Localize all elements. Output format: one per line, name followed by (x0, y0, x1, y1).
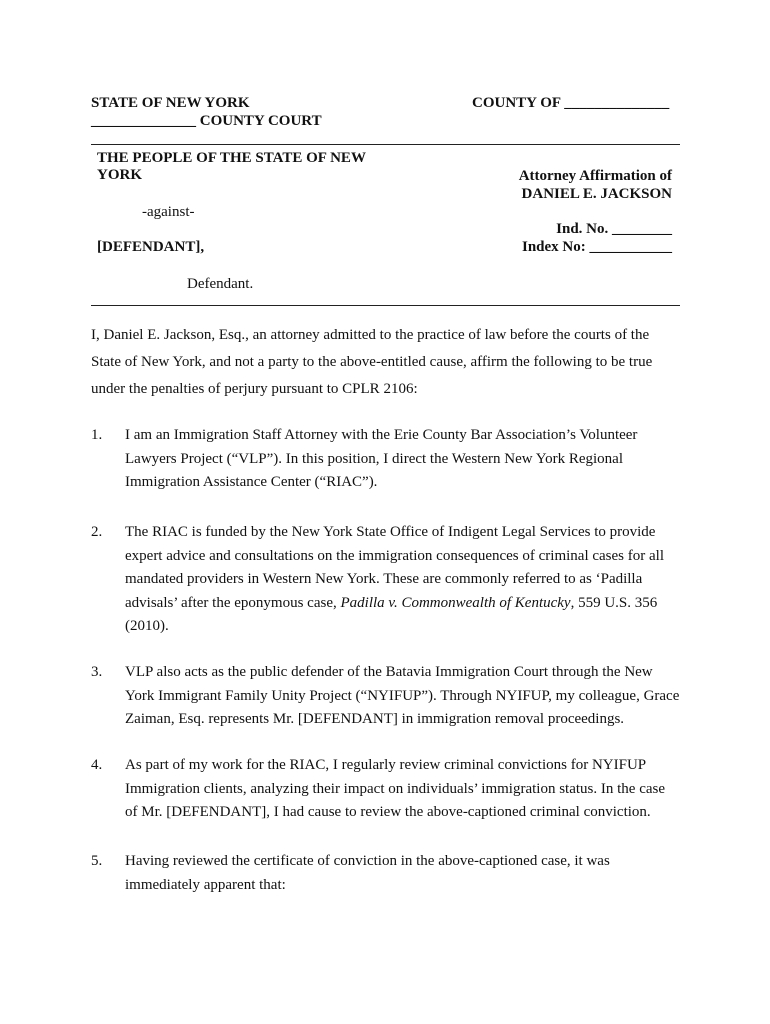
paragraph-text: VLP also acts as the public defender of the Batavia Immigration Court through the New York Immigrant Family Unity Project (“NYIFUP”). Through NYIFUP, my colleague, Grace Zaiman, Esq. represents Mr. [DEFENDANT] in immigration removal proceedings. (125, 664, 680, 727)
paragraph-text-after: , 559 U.S. 356 (2010). (125, 594, 658, 634)
county-court-heading: ______________ COUNTY COURT (91, 113, 322, 129)
defendant-role: Defendant. (187, 276, 254, 292)
paragraph-2 (91, 521, 681, 639)
case-citation: Padilla v. Commonwealth of Kentucky (340, 594, 571, 611)
paragraph-text: I am an Immigration Staff Attorney with the Erie County Bar Association’s Volunteer Lawyers Project (“VLP”). In this position, I direct the Western New York Regional Immigration Assistance Center (“RIAC”). (125, 427, 638, 490)
paragraph-number: 4. (91, 757, 103, 773)
state-heading: STATE OF NEW YORK (91, 95, 250, 111)
paragraph-1 (91, 424, 681, 495)
paragraph-5 (91, 850, 681, 897)
paragraph-text: Having reviewed the certificate of conviction in the above-captioned case, it was immediately apparent that: (125, 853, 610, 893)
paragraph-text (125, 521, 681, 639)
intro-paragraph: I, Daniel E. Jackson, Esq., an attorney admitted to the practice of law before the courts of the State of New York, and not a party to the above-entitled cause, affirm the following to be true under the penalties of perjury pursuant to CPLR 2106: (91, 327, 653, 397)
paragraph-text-before: The RIAC is funded by the New York State Office of Indigent Legal Services to provide expert advice and consultations on the immigration consequences of criminal cases for all mandated providers in Western New York. These are commonly referred to as ‘Padilla advisals’ after the eponymous case, (125, 524, 664, 611)
paragraph-text: As part of my work for the RIAC, I regularly review criminal convictions for NYIFUP Immigration clients, analyzing their impact on individuals’ immigration status. In the case of Mr. [DEFENDANT], I had cause to review the above-captioned criminal conviction. (125, 757, 666, 820)
indictment-number: Ind. No. ________ (556, 221, 672, 237)
paragraph-number: 3. (91, 664, 103, 680)
defendant-name: [DEFENDANT], (97, 239, 205, 255)
paragraph-number: 2. (91, 524, 103, 540)
people-line-2: YORK (97, 167, 142, 183)
affirmation-title-line-1: Attorney Affirmation of (518, 168, 672, 184)
affirmation-title-line-2: DANIEL E. JACKSON (521, 186, 672, 202)
county-of-heading: COUNTY OF ______________ (472, 95, 670, 111)
paragraph-4 (91, 754, 681, 825)
paragraph-number: 1. (91, 427, 103, 443)
paragraph-3 (91, 661, 681, 732)
caption-top-rule (91, 144, 680, 145)
caption-bottom-rule (91, 305, 680, 306)
paragraph-number: 5. (91, 853, 103, 869)
against-label: -against- (142, 204, 195, 220)
index-number: Index No: ___________ (521, 239, 672, 255)
people-line-1: THE PEOPLE OF THE STATE OF NEW (97, 150, 366, 166)
